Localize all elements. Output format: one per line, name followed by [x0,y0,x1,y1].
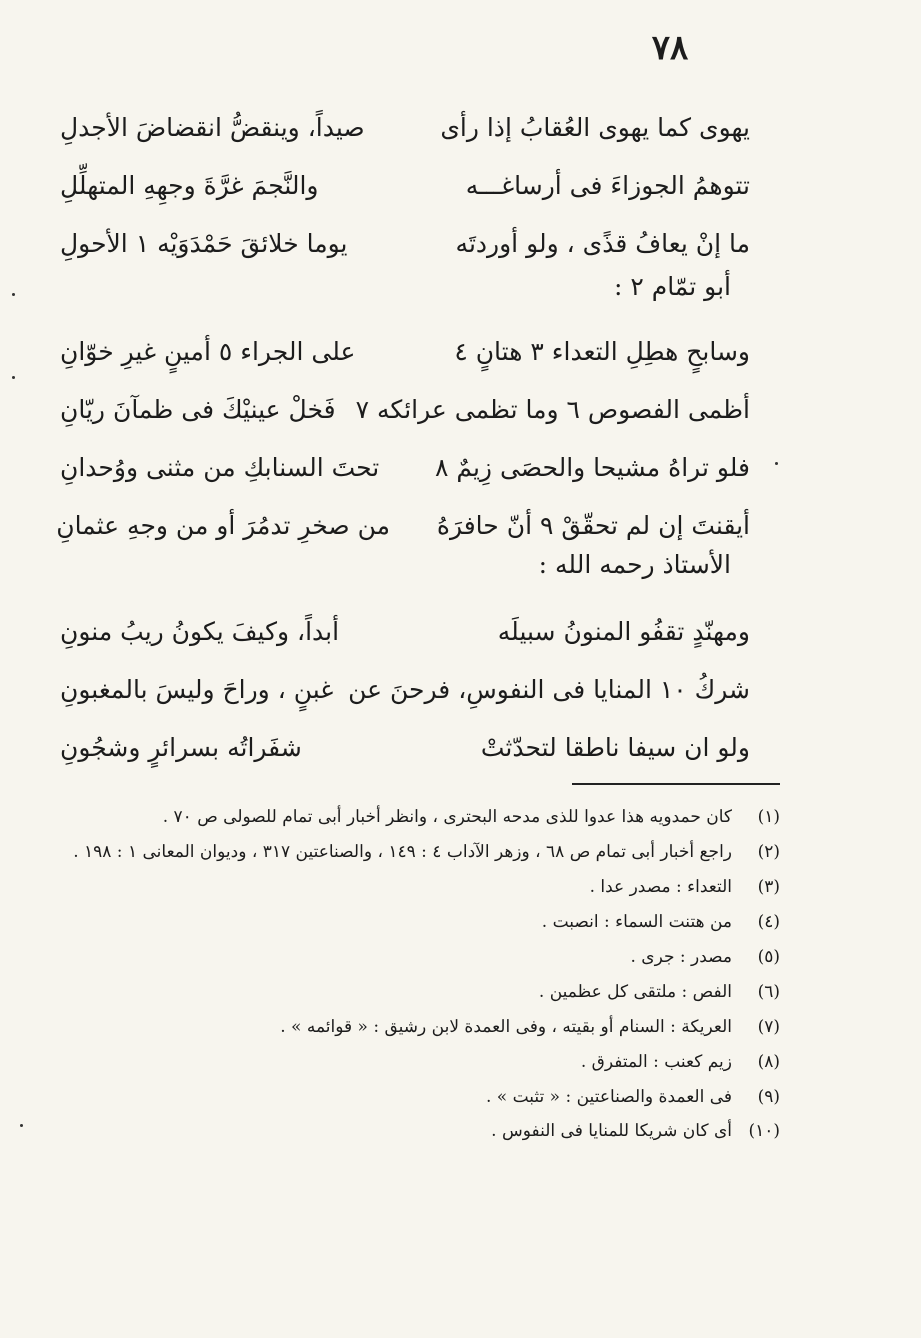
verse-group-2 [56,322,750,554]
footnote-number: (١) [757,807,780,827]
footnote [70,911,780,934]
footnote [70,1016,780,1039]
verse-line [60,322,750,380]
verse-line [60,98,750,156]
footnote [70,841,780,864]
footnote [70,806,780,829]
verse-second-hemistich: غبنٍ ، وراحَ وليسَ بالمغبونِ [60,674,334,704]
verse-first-hemistich: أيقنتَ إن لم تحقّقْ ٩ أنّ حافرَهُ [436,510,750,540]
footnote-divider [572,783,780,785]
footnotes [70,806,780,1155]
verse-line [56,496,750,554]
footnote-number: (٩) [757,1086,780,1107]
verse-second-hemistich: من صخرِ تدمُرَ أو من وجهِ عثمانِ [56,510,390,540]
verse-second-hemistich: على الجراء ٥ أمينٍ غيرِ خوّانِ [60,336,356,366]
verse-first-hemistich: أظمى الفصوص ٦ وما تظمى عرائكه ٧ [355,394,750,424]
verse-line [60,602,750,660]
footnote-text: زيم كعنب : المتفرق . [580,1051,732,1072]
footnote-text: أى كان شريكا للمنايا فى النفوس . [491,1121,732,1142]
footnote-number: (٦) [757,981,780,1002]
scan-speck [775,462,778,465]
footnote-number: (٨) [757,1051,780,1072]
footnote-text: الفص : ملتقى كل عظمين . [538,981,732,1002]
footnote-text: راجع أخبار أبى تمام ص ٦٨ ، وزهر الآداب ٤ : ١٤٩ ، والصناعتين ٣١٧ ، وديوان المعانى ١ : ١٩٨ . [73,841,732,862]
verse-first-hemistich: ولو ان سيفا ناطقا لتحدّثتْ [480,732,750,762]
footnote-text: مصدر : جرى . [630,946,732,967]
verse-first-hemistich: ما إنْ يعافُ قذًى ، ولو أوردتَه [455,228,750,258]
footnote [70,981,780,1004]
verse-line [60,156,750,214]
verse-line [60,214,750,272]
footnote-number: (٤) [757,911,780,932]
footnote-number: (٧) [757,1016,780,1037]
verse-second-hemistich: يوما خلائقَ حَمْدَوَيْه ١ الأحولِ [60,228,348,258]
page-number: ٧٨ [651,28,689,68]
verse-first-hemistich: ومهنّدٍ تقفُو المنونُ سبيلَه [497,616,750,646]
verse-line [60,438,750,496]
footnote-number: (١٠) [748,1121,780,1142]
verse-first-hemistich: يهوى كما يهوى العُقابُ إذا رأى [440,112,750,142]
verse-first-hemistich: وسابحٍ هطِلِ التعداء ٣ هتانٍ ٤ [454,336,750,366]
poet-heading: أبو تمّام ٢ : [613,272,731,301]
footnote [70,1086,780,1109]
footnote-text: كان حمدويه هذا عدوا للذى مدحه البحترى ، وانظر أخبار أبى تمام للصولى ص ٧٠ . [162,807,732,827]
verse-group-3 [60,602,750,776]
footnote-number: (٣) [757,876,780,897]
verse-second-hemistich: أبداً، وكيفَ يكونُ ريبُ منونِ [60,616,340,646]
verse-second-hemistich: شفَراتُه بسرائرٍ وشجُونِ [60,732,302,762]
footnote [70,946,780,969]
footnote-number: (٥) [757,946,780,967]
scan-speck [12,293,15,296]
footnote-number: (٢) [757,841,780,862]
verse-line [60,380,750,438]
verse-first-hemistich: تتوهمُ الجوزاءَ فى أرساغـــه [465,170,750,200]
verse-line [60,660,750,718]
poet-heading: الأستاذ رحمه الله : [538,550,731,579]
footnote [70,1051,780,1074]
footnote [70,876,780,899]
scan-speck [12,376,15,379]
verse-line [60,718,750,776]
verse-second-hemistich: تحتَ السنابكِ من مثنى ووُحدانِ [60,452,380,482]
verse-second-hemistich: والنَّجمَ غرَّةَ وجهِهِ المتهلِّلِ [60,170,319,200]
footnote-text: العريكة : السنام أو بقيته ، وفى العمدة لابن رشيق : « قوائمه » . [280,1016,732,1037]
verse-first-hemistich: شركُ ١٠ المنايا فى النفوسِ، فرحنَ عن [348,674,750,704]
footnote [70,1120,780,1143]
footnote-text: التعداء : مصدر عدا . [589,876,732,897]
footnote-text: من هتنت السماء : انصبت . [541,911,732,932]
verse-second-hemistich: فَخلْ عينيْكَ فى ظمآنَ ريّانِ [60,394,336,424]
verse-second-hemistich: صيداً، وينقضُّ انقضاضَ الأجدلِ [60,112,365,142]
footnote-text: فى العمدة والصناعتين : « تثبت » . [485,1086,732,1107]
scan-speck [20,1124,23,1127]
verse-first-hemistich: فلو تراهُ مشيحا والحصَى زِيمٌ ٨ [434,452,750,482]
verse-group-1 [60,98,750,272]
